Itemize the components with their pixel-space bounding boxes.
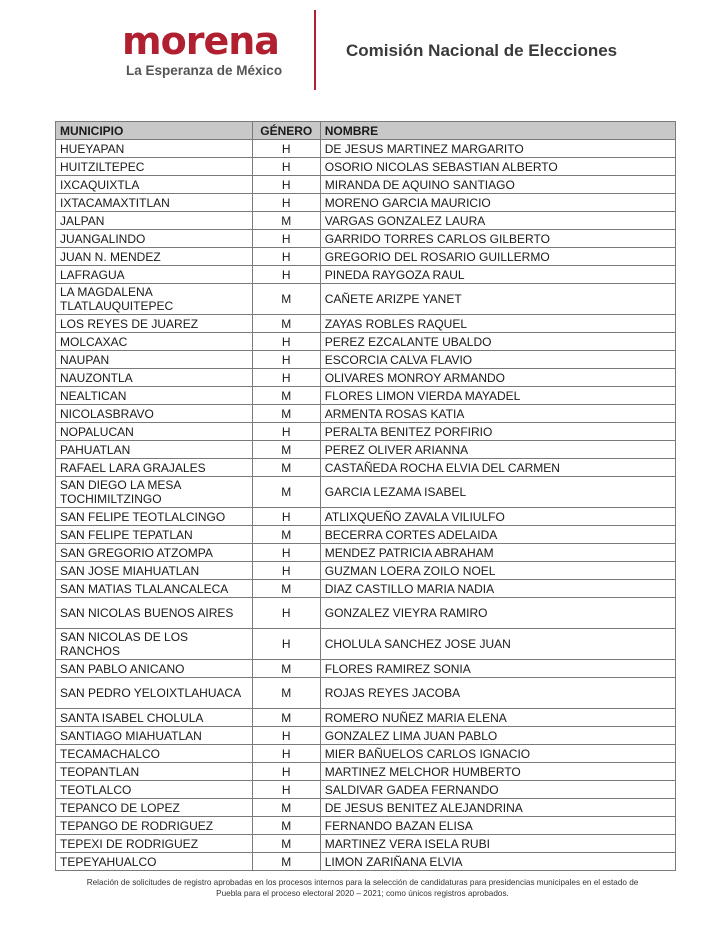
table-row <box>56 660 676 678</box>
cell-genero: M <box>252 817 320 835</box>
table-row <box>56 526 676 544</box>
cell-nombre: MARTINEZ VERA ISELA RUBI <box>320 835 675 853</box>
cell-genero: H <box>252 763 320 781</box>
cell-municipio: RAFAEL LARA GRAJALES <box>56 459 253 477</box>
table-row <box>56 629 676 660</box>
cell-municipio: IXCAQUIXTLA <box>56 176 253 194</box>
table-row <box>56 745 676 763</box>
table-row <box>56 853 676 871</box>
table-row <box>56 678 676 709</box>
table-row <box>56 709 676 727</box>
cell-genero: M <box>252 477 320 508</box>
cell-municipio: SANTIAGO MIAHUATLAN <box>56 727 253 745</box>
cell-genero: M <box>252 405 320 423</box>
commission-title: Comisión Nacional de Elecciones <box>346 41 618 60</box>
cell-nombre: SALDIVAR GADEA FERNANDO <box>320 781 675 799</box>
cell-nombre: GARCIA LEZAMA ISABEL <box>320 477 675 508</box>
table-row <box>56 176 676 194</box>
cell-nombre: PEREZ OLIVER ARIANNA <box>320 441 675 459</box>
table-row <box>56 598 676 629</box>
cell-nombre: FLORES RAMIREZ SONIA <box>320 660 675 678</box>
morena-logo: morena <box>122 19 279 63</box>
cell-nombre: CAÑETE ARIZPE YANET <box>320 284 675 315</box>
cell-municipio: SAN NICOLAS BUENOS AIRES <box>56 598 253 629</box>
cell-municipio: TEPEYAHUALCO <box>56 853 253 871</box>
cell-nombre: OSORIO NICOLAS SEBASTIAN ALBERTO <box>320 158 675 176</box>
table-row <box>56 369 676 387</box>
cell-nombre: DE JESUS MARTINEZ MARGARITO <box>320 140 675 158</box>
table-row <box>56 817 676 835</box>
cell-genero: M <box>252 660 320 678</box>
cell-genero: M <box>252 853 320 871</box>
cell-nombre: PEREZ EZCALANTE UBALDO <box>320 333 675 351</box>
cell-municipio: JUAN N. MENDEZ <box>56 248 253 266</box>
cell-nombre: MARTINEZ MELCHOR HUMBERTO <box>320 763 675 781</box>
cell-nombre: GUZMAN LOERA ZOILO NOEL <box>320 562 675 580</box>
cell-nombre: MENDEZ PATRICIA ABRAHAM <box>320 544 675 562</box>
table-row <box>56 459 676 477</box>
cell-genero: M <box>252 526 320 544</box>
candidates-table <box>55 121 676 871</box>
cell-genero: M <box>252 459 320 477</box>
table-row <box>56 423 676 441</box>
cell-genero: H <box>252 140 320 158</box>
table-row <box>56 140 676 158</box>
table-row <box>56 315 676 333</box>
cell-nombre: FLORES LIMON VIERDA MAYADEL <box>320 387 675 405</box>
cell-nombre: BECERRA CORTES ADELAIDA <box>320 526 675 544</box>
cell-nombre: ROJAS REYES JACOBA <box>320 678 675 709</box>
cell-municipio: SAN PEDRO YELOIXTLAHUACA <box>56 678 253 709</box>
table-row <box>56 477 676 508</box>
table-row <box>56 441 676 459</box>
column-header-nombre: NOMBRE <box>320 122 675 140</box>
table-row <box>56 266 676 284</box>
cell-genero: H <box>252 248 320 266</box>
table-row <box>56 351 676 369</box>
cell-genero: M <box>252 835 320 853</box>
cell-genero: M <box>252 709 320 727</box>
cell-genero: H <box>252 176 320 194</box>
cell-municipio: LAFRAGUA <box>56 266 253 284</box>
table-row <box>56 158 676 176</box>
cell-municipio: TEOPANTLAN <box>56 763 253 781</box>
table-row <box>56 562 676 580</box>
cell-genero: H <box>252 544 320 562</box>
cell-municipio: SAN DIEGO LA MESA TOCHIMILTZINGO <box>56 477 253 508</box>
cell-genero: M <box>252 799 320 817</box>
cell-nombre: ATLIXQUEÑO ZAVALA VILIULFO <box>320 508 675 526</box>
cell-nombre: DIAZ CASTILLO MARIA NADIA <box>320 580 675 598</box>
column-header-genero: GÉNERO <box>252 122 320 140</box>
cell-genero: H <box>252 727 320 745</box>
cell-genero: H <box>252 369 320 387</box>
cell-genero: M <box>252 315 320 333</box>
table-row <box>56 781 676 799</box>
cell-nombre: ZAYAS ROBLES RAQUEL <box>320 315 675 333</box>
cell-municipio: SAN MATIAS TLALANCALECA <box>56 580 253 598</box>
cell-municipio: TEOTLALCO <box>56 781 253 799</box>
cell-genero: M <box>252 212 320 230</box>
cell-municipio: SANTA ISABEL CHOLULA <box>56 709 253 727</box>
cell-municipio: SAN GREGORIO ATZOMPA <box>56 544 253 562</box>
cell-nombre: ROMERO NUÑEZ MARIA ELENA <box>320 709 675 727</box>
cell-genero: H <box>252 562 320 580</box>
table-row <box>56 405 676 423</box>
cell-municipio: TEPANGO DE RODRIGUEZ <box>56 817 253 835</box>
cell-municipio: LOS REYES DE JUAREZ <box>56 315 253 333</box>
cell-municipio: NOPALUCAN <box>56 423 253 441</box>
cell-nombre: OLIVARES MONROY ARMANDO <box>320 369 675 387</box>
footnote: Relación de solicitudes de registro aprobadas en los procesos internos para la selección de candidaturas para presidencias municipales en el estado de Puebla para el proceso electoral 2020 – 2021; como únicos registros aprobados. <box>86 878 639 898</box>
cell-nombre: LIMON ZARIÑANA ELVIA <box>320 853 675 871</box>
cell-municipio: SAN PABLO ANICANO <box>56 660 253 678</box>
cell-nombre: ARMENTA ROSAS KATIA <box>320 405 675 423</box>
cell-municipio: HUEYAPAN <box>56 140 253 158</box>
cell-nombre: PERALTA BENITEZ PORFIRIO <box>320 423 675 441</box>
table-row <box>56 248 676 266</box>
cell-nombre: GREGORIO DEL ROSARIO GUILLERMO <box>320 248 675 266</box>
column-header-municipio: MUNICIPIO <box>56 122 253 140</box>
cell-municipio: SAN NICOLAS DE LOS RANCHOS <box>56 629 253 660</box>
cell-nombre: VARGAS GONZALEZ LAURA <box>320 212 675 230</box>
cell-municipio: TEPEXI DE RODRIGUEZ <box>56 835 253 853</box>
cell-municipio: NAUZONTLA <box>56 369 253 387</box>
cell-nombre: MIRANDA DE AQUINO SANTIAGO <box>320 176 675 194</box>
table-row <box>56 194 676 212</box>
cell-municipio: HUITZILTEPEC <box>56 158 253 176</box>
table-row <box>56 544 676 562</box>
page-header <box>0 0 725 110</box>
cell-municipio: TECAMACHALCO <box>56 745 253 763</box>
cell-nombre: MORENO GARCIA MAURICIO <box>320 194 675 212</box>
logo-tagline: La Esperanza de México <box>126 63 283 78</box>
cell-genero: H <box>252 781 320 799</box>
table-row <box>56 580 676 598</box>
table-row <box>56 835 676 853</box>
cell-genero: H <box>252 333 320 351</box>
cell-nombre: GONZALEZ LIMA JUAN PABLO <box>320 727 675 745</box>
cell-genero: H <box>252 266 320 284</box>
cell-municipio: SAN JOSE MIAHUATLAN <box>56 562 253 580</box>
cell-municipio: SAN FELIPE TEOTLALCINGO <box>56 508 253 526</box>
cell-municipio: TEPANCO DE LOPEZ <box>56 799 253 817</box>
cell-nombre: DE JESUS BENITEZ ALEJANDRINA <box>320 799 675 817</box>
table-row <box>56 284 676 315</box>
cell-genero: M <box>252 284 320 315</box>
cell-municipio: NICOLASBRAVO <box>56 405 253 423</box>
table-header-row <box>56 122 676 140</box>
cell-municipio: PAHUATLAN <box>56 441 253 459</box>
cell-municipio: JALPAN <box>56 212 253 230</box>
cell-nombre: FERNANDO BAZAN ELISA <box>320 817 675 835</box>
table-row <box>56 387 676 405</box>
table-row <box>56 230 676 248</box>
cell-municipio: NAUPAN <box>56 351 253 369</box>
cell-municipio: NEALTICAN <box>56 387 253 405</box>
cell-municipio: SAN FELIPE TEPATLAN <box>56 526 253 544</box>
cell-genero: H <box>252 194 320 212</box>
cell-genero: M <box>252 387 320 405</box>
table-row <box>56 212 676 230</box>
table-row <box>56 508 676 526</box>
cell-municipio: IXTACAMAXTITLAN <box>56 194 253 212</box>
cell-nombre: GONZALEZ VIEYRA RAMIRO <box>320 598 675 629</box>
cell-municipio: MOLCAXAC <box>56 333 253 351</box>
table-row <box>56 799 676 817</box>
cell-municipio: LA MAGDALENA TLATLAUQUITEPEC <box>56 284 253 315</box>
cell-nombre: GARRIDO TORRES CARLOS GILBERTO <box>320 230 675 248</box>
table-row <box>56 763 676 781</box>
cell-genero: H <box>252 158 320 176</box>
cell-genero: M <box>252 441 320 459</box>
cell-genero: H <box>252 508 320 526</box>
cell-nombre: PINEDA RAYGOZA RAUL <box>320 266 675 284</box>
table-row <box>56 333 676 351</box>
cell-nombre: MIER BAÑUELOS CARLOS IGNACIO <box>320 745 675 763</box>
cell-genero: H <box>252 423 320 441</box>
cell-genero: M <box>252 580 320 598</box>
cell-municipio: JUANGALINDO <box>56 230 253 248</box>
cell-genero: H <box>252 351 320 369</box>
cell-genero: H <box>252 629 320 660</box>
cell-nombre: CHOLULA SANCHEZ JOSE JUAN <box>320 629 675 660</box>
cell-genero: H <box>252 230 320 248</box>
cell-genero: H <box>252 745 320 763</box>
header-divider <box>314 10 316 90</box>
cell-nombre: CASTAÑEDA ROCHA ELVIA DEL CARMEN <box>320 459 675 477</box>
table-row <box>56 727 676 745</box>
cell-genero: H <box>252 598 320 629</box>
cell-genero: M <box>252 678 320 709</box>
cell-nombre: ESCORCIA CALVA FLAVIO <box>320 351 675 369</box>
